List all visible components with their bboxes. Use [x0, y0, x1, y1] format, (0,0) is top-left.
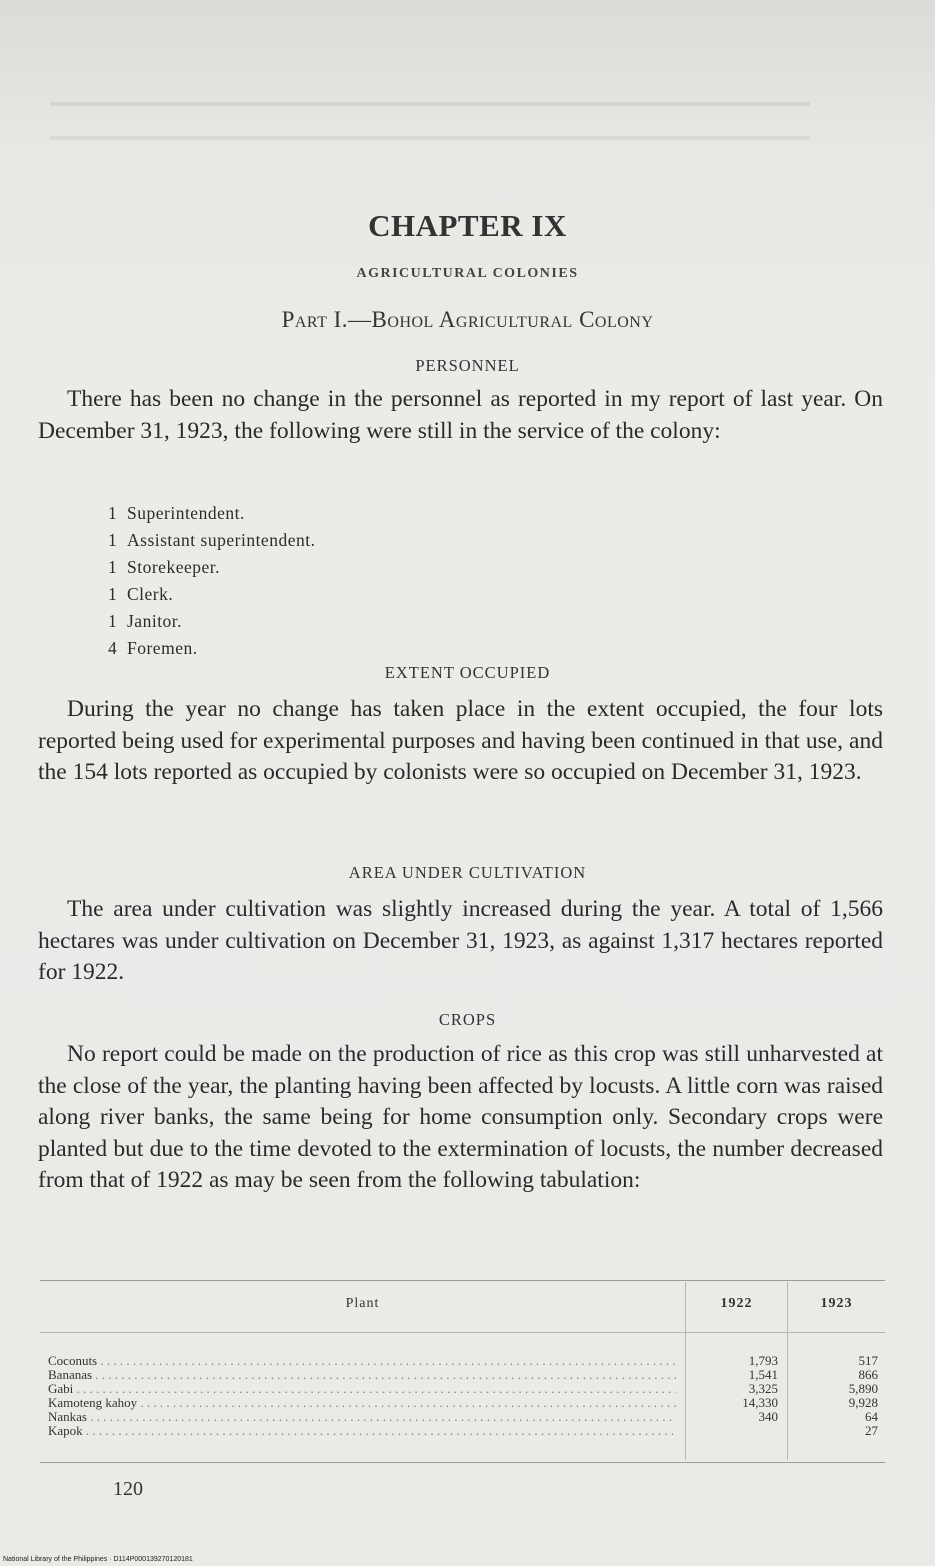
table-row-plant: Kapok . . . — [48, 1424, 676, 1438]
paragraph-area-under-cultivation: The area under cultivation was slightly increased during the year. A total of 1,566 hectares was under cultivation on December 31, 1923, as against 1,317 hectares reported for 1922. — [38, 896, 883, 985]
table-header-rule — [40, 1332, 885, 1333]
staff-list — [108, 500, 315, 662]
table-cell-1922: 340 — [758, 1409, 778, 1424]
heading-extent-occupied: EXTENT OCCUPIED — [384, 663, 551, 682]
heading-area-under-cultivation: AREA UNDER CULTIVATION — [348, 863, 587, 882]
table-bottom-rule — [40, 1462, 885, 1463]
staff-item: 1 Clerk. — [108, 584, 174, 604]
header-1922: 1922 — [720, 1296, 753, 1311]
table-cell-1923: 27 — [865, 1423, 878, 1438]
table-cell-1922: 1,793 — [748, 1353, 778, 1368]
plant-column — [48, 1354, 676, 1438]
table-cell-1922: 1,541 — [748, 1367, 778, 1382]
chapter-title: CHAPTER IX — [368, 208, 567, 243]
table-row-plant: Nankas . . . — [48, 1410, 676, 1424]
column-1923 — [788, 1354, 878, 1438]
table-cell-1922 — [686, 1424, 778, 1438]
chapter-subtitle: AGRICULTURAL COLONIES — [356, 266, 579, 281]
table-cell-1922: 3,325 — [748, 1381, 778, 1396]
paragraph-crops: No report could be made on the production of rice as this crop was still unharvested at the close of the year, the planting having been affected by locusts. A little corn was raised along river banks, the same being for home consumption only. Secondary crops were planted but due to the time devoted to the extermination of locusts, the number decreased from that of 1922 as may be seen from the following tabulation: — [38, 1041, 883, 1193]
page-number: 120 — [113, 1478, 143, 1500]
table-row-plant: Gabi . . . — [48, 1382, 676, 1396]
staff-item: 4 Foremen. — [108, 638, 198, 658]
header-plant: Plant — [345, 1296, 380, 1311]
bleed-through-texture — [50, 80, 810, 170]
table-row-plant: Coconuts . . . — [48, 1354, 676, 1368]
table-cell-1922: 14,330 — [742, 1395, 778, 1410]
paragraph-personnel: There has been no change in the personnel as reported in my report of last year. On December 31, 1923, the following were still in the service of the colony: — [38, 386, 883, 444]
table-row-plant: Bananas . . . — [48, 1368, 676, 1382]
column-1922 — [686, 1354, 778, 1438]
table-cell-1923: 9,928 — [848, 1395, 878, 1410]
table-row-plant: Kamoteng kahoy . . . — [48, 1396, 676, 1410]
table-cell-1923: 517 — [858, 1353, 878, 1368]
paragraph-extent-occupied: During the year no change has taken place in the extent occupied, the four lots reported being used for experimental purposes and having been continued in that use, and the 154 lots reported as occupied by colonists were so occupied on December 31, 1923. — [38, 696, 883, 785]
crops-table — [40, 1280, 885, 1464]
scan-footer: National Library of the Philippines · D114P000139270120181 — [3, 1556, 193, 1563]
staff-item: 1 Janitor. — [108, 611, 183, 631]
header-1923: 1923 — [820, 1296, 853, 1311]
table-cell-1923: 64 — [865, 1409, 878, 1424]
table-cell-1923: 866 — [858, 1367, 878, 1382]
table-top-rule — [40, 1280, 885, 1281]
staff-item: 1 Superintendent. — [108, 503, 245, 523]
heading-personnel: PERSONNEL — [415, 356, 520, 375]
staff-item: 1 Storekeeper. — [108, 557, 220, 577]
staff-item: 1 Assistant superintendent. — [108, 530, 316, 550]
table-cell-1923: 5,890 — [848, 1381, 878, 1396]
heading-crops: CROPS — [438, 1010, 497, 1029]
part-title: Part I.—Bohol Agricultural Colony — [281, 307, 654, 332]
